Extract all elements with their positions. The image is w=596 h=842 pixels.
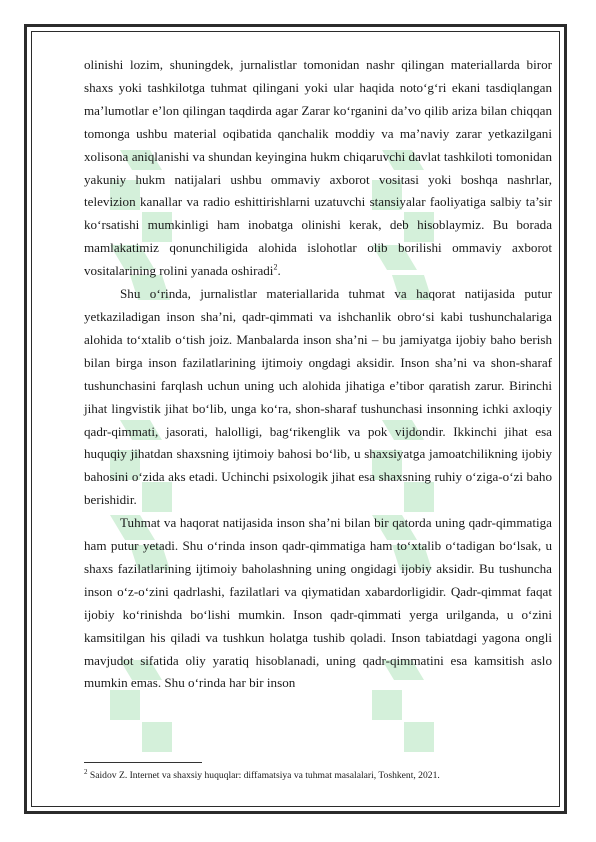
body-text <box>84 54 552 695</box>
paragraph: olinishi lozim, shuningdek, jurnalistlar tomonidan nashr qilingan materiallarda biror shaxs yoki tashkilotga tuhmat qilingani yoki ular haqida noto‘g‘ri ekani tasdiqlangan ma’lumotlar e’lon qilingan taqdirda agar Zarar ko‘rganini da’vo qilib ariza bilan chiqqan tomonga ushbu material oqibatida qanchalik moddiy va ma’naviy zarar yetkazilgani xolisona aniqlanishi va shundan keyingina hukm chiqaruvchi davlat tashkiloti tomonidan yakuniy hukm natijalari ushbu ommaviy axborot vositasi yoki boshqa nashrlar, televizion kanallar va radio eshittirishlarni uzatuvchi stansiyalar faoliyatiga salbiy ta’sir ko‘rsatishi mumkinligi ham inobatga olinishi kerak, deb hisoblaymiz. Bu borada mamlakatimiz qonunchiligida alohida islohotlar olib borilishi ommaviy axborot vositalarining rolini yanada oshiradi$^2$. <box>84 57 552 279</box>
footnote <box>84 767 552 782</box>
footnote-reference[interactable]: 2 <box>273 262 278 272</box>
paragraph: Tuhmat va haqorat natijasida inson sha’ni bilan bir qatorda uning qadr-qimmatiga ham putur yetadi. Shu o‘rinda inson qadr-qimmatiga ham to‘xtalib o‘tadigan bo‘lsak, u shaxs fazilatlarining ijtimoiy baholashning uning ongidagi ijobiy aksidir. Bu tushuncha inson o‘z-o‘zini qadrlashi, fazilatlari va qiymatidan xabardorligidir. Qadr-qimmat faqat ijobiy ko‘rinishda bo‘lishi mumkin. Inson qadr-qimmati yerga urilganda, u o‘zini kamsitilgan his qiladi va tushkun holatga tushib qoladi. Inson tabiatdagi yagona ongli mavjudot sifatida oliy yaratiq hisoblanadi, uning qadr-qimmatini esa kamsitish aslo mumkin emas. Shu o‘rinda har bir inson <box>84 515 552 691</box>
footnote-separator <box>84 762 202 763</box>
footnote-number: 2 <box>84 767 88 776</box>
paragraph: Shu o‘rinda, jurnalistlar materiallarida tuhmat va haqorat natijasida putur yetkaziladigan inson sha’ni, qadr-qimmati va ishchanlik obro‘si kabi tushunchalariga alohida to‘xtalib o‘tish joiz. Manbalarda inson sha’ni – bu jamiyatga ijobiy baho berish bilan birga inson fazilatlarining ijtimoiy ongdagi aksidir. Inson sha’ni va shon-sharaf tushunchasini farqlash uchun uning uch alohida jihatiga e’tibor qaratish zarur. Birinchi jihat lingvistik jihat bo‘lib, unga ko‘ra, shon-sharaf tushunchasi insonning ichki axloqiy qadr-qimmati, jasorati, halolligi, bag‘rikenglik va pok vijdondir. Ikkinchi jihat esa huquqiy jihatdan shaxsning ijtimoiy bahosi bo‘lib, u shaxsiyatga jamoatchilikning ijobiy bahosini o‘zida aks etadi. Uchinchi psixologik jihat esa shaxsning ruhiy o‘ziga-o‘zi baho berishidir. <box>84 286 552 508</box>
paragraph-text: olinishi lozim, shuningdek, jurnalistlar tomonidan nashr qilingan materiallarda biror shaxs yoki tashkilotga tuhmat qilingani yoki ular haqida noto‘g‘ri ekani tasdiqlangan ma’lumotlar e’lon qilingan taqdirda agar Zarar ko‘rganini da’vo qilib ariza bilan chiqqan tomonga ushbu material oqibatida qanchalik moddiy va ma’naviy zarar yetkazilgani xolisona aniqlanishi va shundan keyingina hukm chiqaruvchi davlat tashkiloti tomonidan yakuniy hukm natijalari ushbu ommaviy axborot vositasi yoki boshqa nashrlar, televizion kanallar va radio eshittirishlarni uzatuvchi stansiyalar faoliyatiga salbiy ta’sir ko‘rsatishi mumkinligi ham inobatga olinishi kerak, deb hisoblaymiz. Bu borada mamlakatimiz qonunchiligida alohida islohotlar olib borilishi ommaviy axborot vositalarining rolini yanada oshiradi <box>84 57 552 279</box>
footnote-text: Saidov Z. Internet va shaxsiy huquqlar: diffamatsiya va tuhmat masalalari, Toshkent, 2021. <box>89 770 440 781</box>
